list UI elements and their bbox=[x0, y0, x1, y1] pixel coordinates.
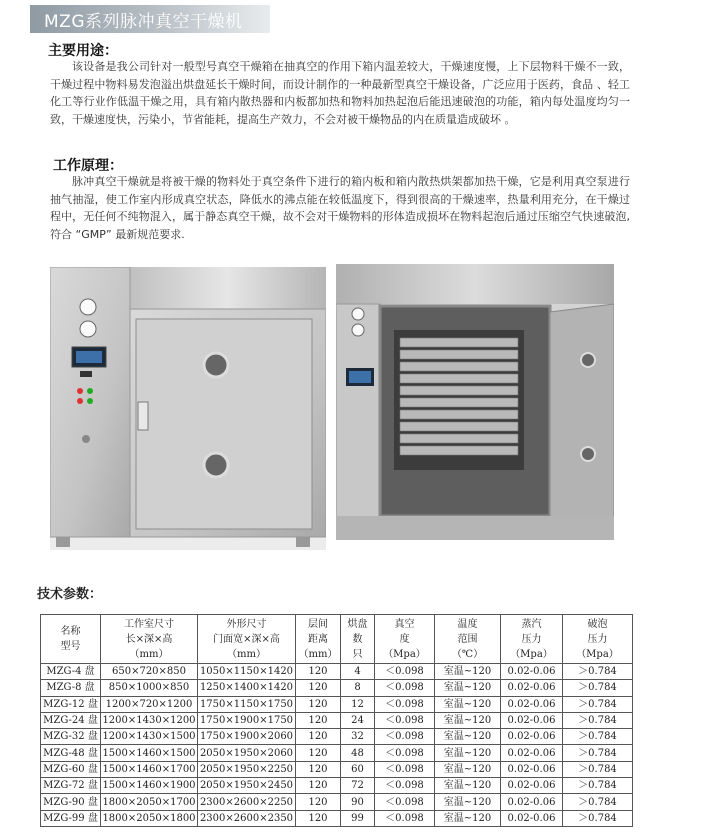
table-header-line: 长×深×高 bbox=[125, 633, 173, 645]
table-cell: ＜0.098 bbox=[375, 696, 435, 712]
table-cell: ＞0.784 bbox=[563, 794, 633, 810]
table-cell: ＜0.098 bbox=[375, 712, 435, 728]
table-cell: 1750×1900×1750 bbox=[198, 712, 296, 728]
table-header-line: 真空 bbox=[394, 618, 415, 630]
table-header-line: 层间 bbox=[308, 618, 328, 630]
table-header-cell bbox=[41, 615, 101, 664]
table-cell: 2050×1950×2450 bbox=[198, 778, 296, 794]
table-header-line: （Mpa） bbox=[510, 648, 553, 660]
table-cell: 120 bbox=[296, 761, 341, 777]
table-header-line: 温度 bbox=[457, 618, 478, 630]
dryer-open-photo bbox=[336, 264, 614, 540]
table-cell: ＜0.098 bbox=[375, 729, 435, 745]
table-header-cell bbox=[501, 615, 563, 664]
table-cell: 4 bbox=[341, 664, 375, 680]
table-cell: ＞0.784 bbox=[563, 810, 633, 826]
table-cell: 0.02-0.06 bbox=[501, 794, 563, 810]
table-cell: 1800×2050×1800 bbox=[101, 810, 198, 826]
section-heading-principle: 工作原理： bbox=[53, 158, 123, 174]
table-cell: 120 bbox=[296, 680, 341, 696]
table-cell: 0.02-0.06 bbox=[501, 680, 563, 696]
table-cell: 60 bbox=[341, 761, 375, 777]
table-header-cell bbox=[101, 615, 198, 664]
table-cell: 室温~120 bbox=[435, 729, 501, 745]
dryer-open-illustration bbox=[336, 264, 614, 540]
table-cell: 1050×1150×1420 bbox=[198, 664, 296, 680]
section-text-principle: 脉冲真空干燥就是将被干燥的物料处于真空条件下进行的箱内板和箱内散热烘架都加热干燥，它是利用真空泵进行抽气抽湿，使工作室内形成真空状态，降低水的沸点能在较低温度下，得到很高的干燥速率，热量利用充分，在干燥过程中，无任何不纯物混入，属于静态真空干燥，故不会对干燥物料的形体造成损坏在物料起泡后通过压缩空气快速破泡,符合 “GMP” 最新规范要求. bbox=[50, 175, 630, 241]
section-heading-usage: 主要用途： bbox=[48, 43, 118, 59]
table-cell: 0.02-0.06 bbox=[501, 761, 563, 777]
table-cell: 8 bbox=[341, 680, 375, 696]
table-cell: 1500×1460×1900 bbox=[101, 778, 198, 794]
tech-params-table bbox=[40, 614, 633, 827]
table-cell: 99 bbox=[341, 810, 375, 826]
table-cell: 室温~120 bbox=[435, 778, 501, 794]
table-cell: 120 bbox=[296, 696, 341, 712]
table-cell: 0.02-0.06 bbox=[501, 712, 563, 728]
table-cell: 2050×1950×2060 bbox=[198, 745, 296, 761]
table-header-line: 蒸汽 bbox=[521, 618, 542, 630]
table-cell: 1250×1400×1420 bbox=[198, 680, 296, 696]
table-cell: 1750×1150×1750 bbox=[198, 696, 296, 712]
table-header-line: 压力 bbox=[587, 633, 608, 645]
table-cell: 1800×2050×1700 bbox=[101, 794, 198, 810]
table-row bbox=[41, 729, 633, 745]
table-row bbox=[41, 778, 633, 794]
table-header-line: 只 bbox=[352, 648, 363, 660]
table-cell: 120 bbox=[296, 729, 341, 745]
table-header-line: 门面宽×深×高 bbox=[213, 633, 280, 645]
table-header-line: 外形尺寸 bbox=[226, 618, 267, 630]
table-cell: MZG-12 盘 bbox=[41, 696, 101, 712]
table-row bbox=[41, 761, 633, 777]
table-header-cell bbox=[341, 615, 375, 664]
table-header-line: 型号 bbox=[60, 641, 81, 652]
table-cell: ＜0.098 bbox=[375, 664, 435, 680]
table-cell: MZG-72 盘 bbox=[41, 778, 101, 794]
table-cell: ＞0.784 bbox=[563, 778, 633, 794]
table-cell: 0.02-0.06 bbox=[501, 664, 563, 680]
table-header-line: 工作室尺寸 bbox=[124, 618, 174, 630]
table-cell: MZG-99 盘 bbox=[41, 810, 101, 826]
table-cell: ＜0.098 bbox=[375, 778, 435, 794]
table-cell: MZG-32 盘 bbox=[41, 729, 101, 745]
table-row bbox=[41, 810, 633, 826]
page-title: MZG系列脉冲真空干燥机 bbox=[44, 11, 243, 32]
table-cell: ＞0.784 bbox=[563, 745, 633, 761]
table-row bbox=[41, 664, 633, 680]
table-cell: 120 bbox=[296, 810, 341, 826]
table-cell: 120 bbox=[296, 745, 341, 761]
table-header-line: 距离 bbox=[308, 633, 328, 645]
table-cell: 120 bbox=[296, 794, 341, 810]
table-cell: ＜0.098 bbox=[375, 810, 435, 826]
table-cell: 室温~120 bbox=[435, 696, 501, 712]
table-cell: ＞0.784 bbox=[563, 761, 633, 777]
dryer-closed-photo bbox=[50, 267, 326, 550]
table-row bbox=[41, 696, 633, 712]
table-cell: MZG-60 盘 bbox=[41, 761, 101, 777]
table-header-line: （Mpa） bbox=[383, 648, 426, 660]
table-header-cell bbox=[375, 615, 435, 664]
table-cell: 120 bbox=[296, 778, 341, 794]
table-cell: ＞0.784 bbox=[563, 696, 633, 712]
table-cell: 72 bbox=[341, 778, 375, 794]
table-cell: 48 bbox=[341, 745, 375, 761]
table-cell: 650×720×850 bbox=[101, 664, 198, 680]
table-cell: 室温~120 bbox=[435, 810, 501, 826]
table-cell: MZG-90 盘 bbox=[41, 794, 101, 810]
table-cell: 室温~120 bbox=[435, 712, 501, 728]
table-cell: 室温~120 bbox=[435, 680, 501, 696]
table-cell: 12 bbox=[341, 696, 375, 712]
table-cell: 0.02-0.06 bbox=[501, 778, 563, 794]
table-header-cell bbox=[198, 615, 296, 664]
section-text-usage: 该设备是我公司针对一般型号真空干燥箱在抽真空的作用下箱内温差较大，干燥速度慢，上下层物料干燥不一致，干燥过程中物料易发泡溢出烘盘延长干燥时间，而设计制作的一种最新型真空干燥设备，广泛应用于医药，食品 、轻工化工等行业作低温干燥之用，具有箱内散热器和内板都加热和物料加热起泡后能迅速破泡的功能，箱内每处温度均匀一致，干燥速度快，污染小，节省能耗，提高生产效力，不会对被干燥物品的内在质量造成破坏 。 bbox=[50, 60, 630, 126]
table-cell: MZG-8 盘 bbox=[41, 680, 101, 696]
table-cell: 1750×1900×2060 bbox=[198, 729, 296, 745]
table-header-cell bbox=[296, 615, 341, 664]
table-cell: 1200×1430×1200 bbox=[101, 712, 198, 728]
table-header-line: 破泡 bbox=[587, 618, 608, 630]
table-cell: 2050×1950×2250 bbox=[198, 761, 296, 777]
table-cell: 室温~120 bbox=[435, 664, 501, 680]
table-header-line: （mm） bbox=[298, 648, 338, 660]
table-cell: MZG-24 盘 bbox=[41, 712, 101, 728]
table-header-cell bbox=[563, 615, 633, 664]
table-cell: 室温~120 bbox=[435, 794, 501, 810]
table-row bbox=[41, 680, 633, 696]
table-cell: ＞0.784 bbox=[563, 712, 633, 728]
table-header-cell bbox=[435, 615, 501, 664]
table-cell: ＜0.098 bbox=[375, 794, 435, 810]
tech-params-heading: 技术参数： bbox=[37, 587, 103, 602]
table-cell: 2300×2600×2350 bbox=[198, 810, 296, 826]
table-cell: 1500×1460×1700 bbox=[101, 761, 198, 777]
table-header-line: 度 bbox=[399, 633, 410, 645]
table-header-line: （mm） bbox=[227, 648, 266, 660]
table-cell: 120 bbox=[296, 664, 341, 680]
table-cell: 0.02-0.06 bbox=[501, 810, 563, 826]
table-cell: 850×1000×850 bbox=[101, 680, 198, 696]
table-header-line: 数 bbox=[352, 633, 363, 645]
table-header-line: 烘盘 bbox=[347, 618, 368, 630]
table-cell: ＜0.098 bbox=[375, 761, 435, 777]
dryer-closed-illustration bbox=[50, 267, 326, 550]
table-row bbox=[41, 712, 633, 728]
table-cell: MZG-48 盘 bbox=[41, 745, 101, 761]
table-cell: 0.02-0.06 bbox=[501, 696, 563, 712]
table-header-line: 名称 bbox=[60, 626, 81, 637]
table-cell: 1200×720×1200 bbox=[101, 696, 198, 712]
table-cell: 室温~120 bbox=[435, 761, 501, 777]
title-banner bbox=[30, 5, 270, 33]
table-cell: MZG-4 盘 bbox=[41, 664, 101, 680]
table-cell: 0.02-0.06 bbox=[501, 729, 563, 745]
table-cell: ＜0.098 bbox=[375, 680, 435, 696]
table-row bbox=[41, 794, 633, 810]
table-cell: 120 bbox=[296, 712, 341, 728]
table-cell: 0.02-0.06 bbox=[501, 745, 563, 761]
table-cell: 24 bbox=[341, 712, 375, 728]
table-header-row bbox=[41, 615, 633, 664]
table-header-line: （℃） bbox=[451, 648, 484, 660]
table-cell: 32 bbox=[341, 729, 375, 745]
table-cell: 1200×1430×1500 bbox=[101, 729, 198, 745]
table-cell: 2300×2600×2250 bbox=[198, 794, 296, 810]
table-header-line: （mm） bbox=[129, 648, 169, 660]
table-header-line: 范围 bbox=[457, 633, 478, 645]
table-cell: ＞0.784 bbox=[563, 664, 633, 680]
table-cell: ＜0.098 bbox=[375, 745, 435, 761]
table-cell: ＞0.784 bbox=[563, 680, 633, 696]
table-cell: 90 bbox=[341, 794, 375, 810]
table-cell: 1500×1460×1500 bbox=[101, 745, 198, 761]
table-header-line: 压力 bbox=[521, 633, 542, 645]
table-cell: ＞0.784 bbox=[563, 729, 633, 745]
table-row bbox=[41, 745, 633, 761]
table-cell: 室温~120 bbox=[435, 745, 501, 761]
table-header-line: （Mpa） bbox=[576, 648, 619, 660]
